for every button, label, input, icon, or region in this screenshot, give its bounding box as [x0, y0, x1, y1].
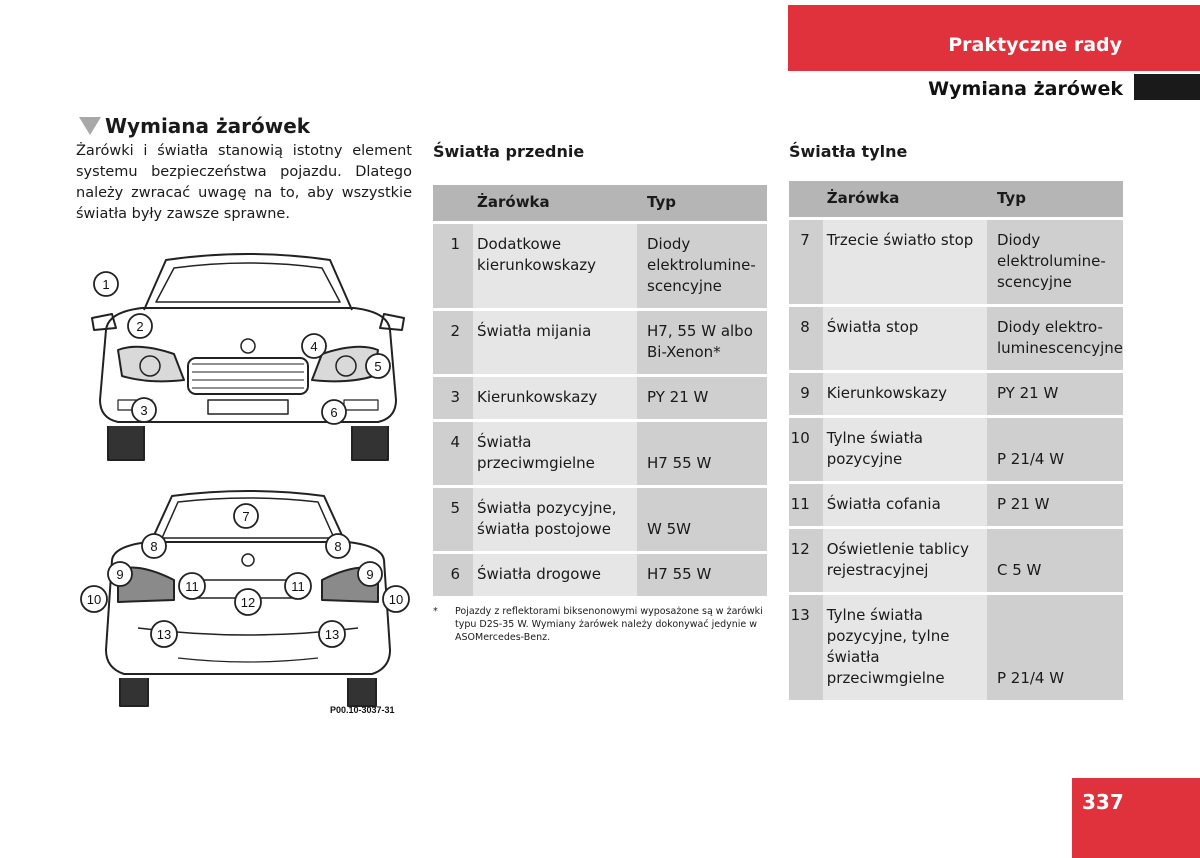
row-number: 7	[789, 219, 823, 306]
row-bulb: Światła drogowe	[473, 553, 637, 597]
svg-text:13: 13	[324, 627, 340, 642]
row-number: 4	[433, 421, 473, 487]
row-bulb: Światła mijania	[473, 310, 637, 376]
table-row	[433, 376, 767, 421]
row-type: H7 55 W	[637, 553, 767, 597]
row-type: P 21 W	[987, 483, 1123, 528]
svg-text:5: 5	[374, 359, 382, 374]
svg-text:7: 7	[242, 509, 250, 524]
row-bulb: Światła przeciwmgielne	[473, 421, 637, 487]
callout-rear-13-left	[151, 621, 177, 647]
svg-text:10: 10	[86, 592, 102, 607]
row-bulb: Oświetlenie tablicy rejestracyjnej	[823, 528, 987, 594]
table-row	[433, 421, 767, 487]
row-number: 13	[789, 594, 823, 701]
svg-text:4: 4	[310, 339, 318, 354]
table-row	[433, 553, 767, 597]
callout-front-6	[322, 400, 346, 424]
footnote-mark: *	[433, 606, 438, 617]
svg-text:11: 11	[291, 579, 305, 594]
callout-front-5	[366, 354, 390, 378]
svg-text:12: 12	[240, 595, 256, 610]
callout-rear-10-right	[383, 586, 409, 612]
row-bulb: Kierunkowskazy	[473, 376, 637, 421]
svg-text:10: 10	[388, 592, 404, 607]
row-number: 10	[789, 417, 823, 483]
footnote	[433, 605, 765, 644]
svg-text:13: 13	[156, 627, 172, 642]
callout-front-2	[128, 314, 152, 338]
row-bulb: Dodatkowe kierunkowskazy	[473, 223, 637, 310]
table-row	[789, 528, 1123, 594]
row-number: 11	[789, 483, 823, 528]
row-type: P 21/4 W	[987, 594, 1123, 701]
svg-text:6: 6	[330, 405, 338, 420]
row-type: Diody elektrolumine-scencyjne	[987, 219, 1123, 306]
callout-rear-9-left	[108, 562, 132, 586]
row-type: H7, 55 W albo Bi-Xenon*	[637, 310, 767, 376]
svg-text:9: 9	[366, 567, 374, 582]
page-title-text: Wymiana żarówek	[105, 114, 311, 138]
svg-text:1: 1	[102, 277, 110, 292]
col-bulb-header: Żarówka	[473, 185, 637, 223]
row-number: 5	[433, 487, 473, 553]
section-tab	[788, 5, 1200, 71]
row-bulb: Światła pozycyjne, światła postojowe	[473, 487, 637, 553]
row-type: Diody elektrolumine-scencyjne	[637, 223, 767, 310]
row-number: 6	[433, 553, 473, 597]
row-bulb: Światła cofania	[823, 483, 987, 528]
row-number: 3	[433, 376, 473, 421]
row-type: PY 21 W	[637, 376, 767, 421]
callout-rear-9-right	[358, 562, 382, 586]
rear-lights-heading: Światła tylne	[789, 142, 908, 161]
callout-rear-10-left	[81, 586, 107, 612]
row-bulb: Światła stop	[823, 306, 987, 372]
car-illustration	[78, 250, 420, 720]
row-type: PY 21 W	[987, 372, 1123, 417]
callout-rear-8-right	[326, 534, 350, 558]
subheader-bar	[1134, 74, 1200, 100]
table-row	[789, 483, 1123, 528]
callout-front-1	[94, 272, 118, 296]
row-type: H7 55 W	[637, 421, 767, 487]
row-number: 8	[789, 306, 823, 372]
page-number: 337	[1082, 790, 1124, 814]
row-number: 1	[433, 223, 473, 310]
row-number: 2	[433, 310, 473, 376]
table-row	[789, 417, 1123, 483]
car-front-view	[92, 254, 404, 460]
row-type: Diody elektro-luminescencyjne	[987, 306, 1123, 372]
svg-text:3: 3	[140, 403, 148, 418]
callout-front-3	[132, 398, 156, 422]
callout-rear-12	[235, 589, 261, 615]
table-row	[789, 306, 1123, 372]
section-title: Praktyczne rady	[948, 34, 1122, 56]
callout-rear-11-left	[179, 573, 205, 599]
row-type: W 5W	[637, 487, 767, 553]
row-bulb: Trzecie światło stop	[823, 219, 987, 306]
row-bulb: Tylne światła pozycyjne, tylne światła przeciwmgielne	[823, 594, 987, 701]
front-lights-table	[433, 185, 767, 596]
col-type-header: Typ	[637, 185, 767, 223]
table-row	[433, 487, 767, 553]
callout-front-4	[302, 334, 326, 358]
callout-rear-7	[234, 504, 258, 528]
table-row	[433, 310, 767, 376]
svg-text:8: 8	[150, 539, 158, 554]
figure-code: P00.10-3037-31	[330, 705, 395, 715]
table-row	[789, 219, 1123, 306]
svg-text:8: 8	[334, 539, 342, 554]
intro-paragraph: Żarówki i światła stanowią istotny element systemu bezpieczeństwa pojazdu. Dlatego należy zwracać uwagę na to, aby wszystkie światła były zawsze sprawne.	[76, 143, 412, 222]
row-bulb: Kierunkowskazy	[823, 372, 987, 417]
table-header-row	[433, 185, 767, 223]
callout-rear-8-left	[142, 534, 166, 558]
row-number: 12	[789, 528, 823, 594]
svg-text:2: 2	[136, 319, 144, 334]
col-type-header: Typ	[987, 181, 1123, 219]
table-header-row	[789, 181, 1123, 219]
col-bulb-header: Żarówka	[823, 181, 987, 219]
callout-rear-13-right	[319, 621, 345, 647]
subsection-title: Wymiana żarówek	[928, 78, 1123, 100]
car-figure	[78, 250, 420, 720]
table-row	[789, 372, 1123, 417]
row-number: 9	[789, 372, 823, 417]
callout-rear-11-right	[285, 573, 311, 599]
row-bulb: Tylne światła pozycyjne	[823, 417, 987, 483]
triangle-down-icon	[79, 117, 101, 135]
table-row	[789, 594, 1123, 701]
footnote-text: Pojazdy z reflektorami biksenonowymi wyposażone są w żarówki typu D2S-35 W. Wymiany żarówek należy dokonywać jedynie w ASOMercedes-Benz.	[455, 606, 763, 643]
row-type: P 21/4 W	[987, 417, 1123, 483]
row-type: C 5 W	[987, 528, 1123, 594]
page-title	[79, 114, 310, 138]
svg-text:11: 11	[185, 579, 199, 594]
table-row	[433, 223, 767, 310]
page-number-box	[1072, 778, 1200, 858]
front-lights-heading: Światła przednie	[433, 142, 585, 161]
rear-lights-table	[789, 181, 1123, 700]
svg-text:9: 9	[116, 567, 124, 582]
